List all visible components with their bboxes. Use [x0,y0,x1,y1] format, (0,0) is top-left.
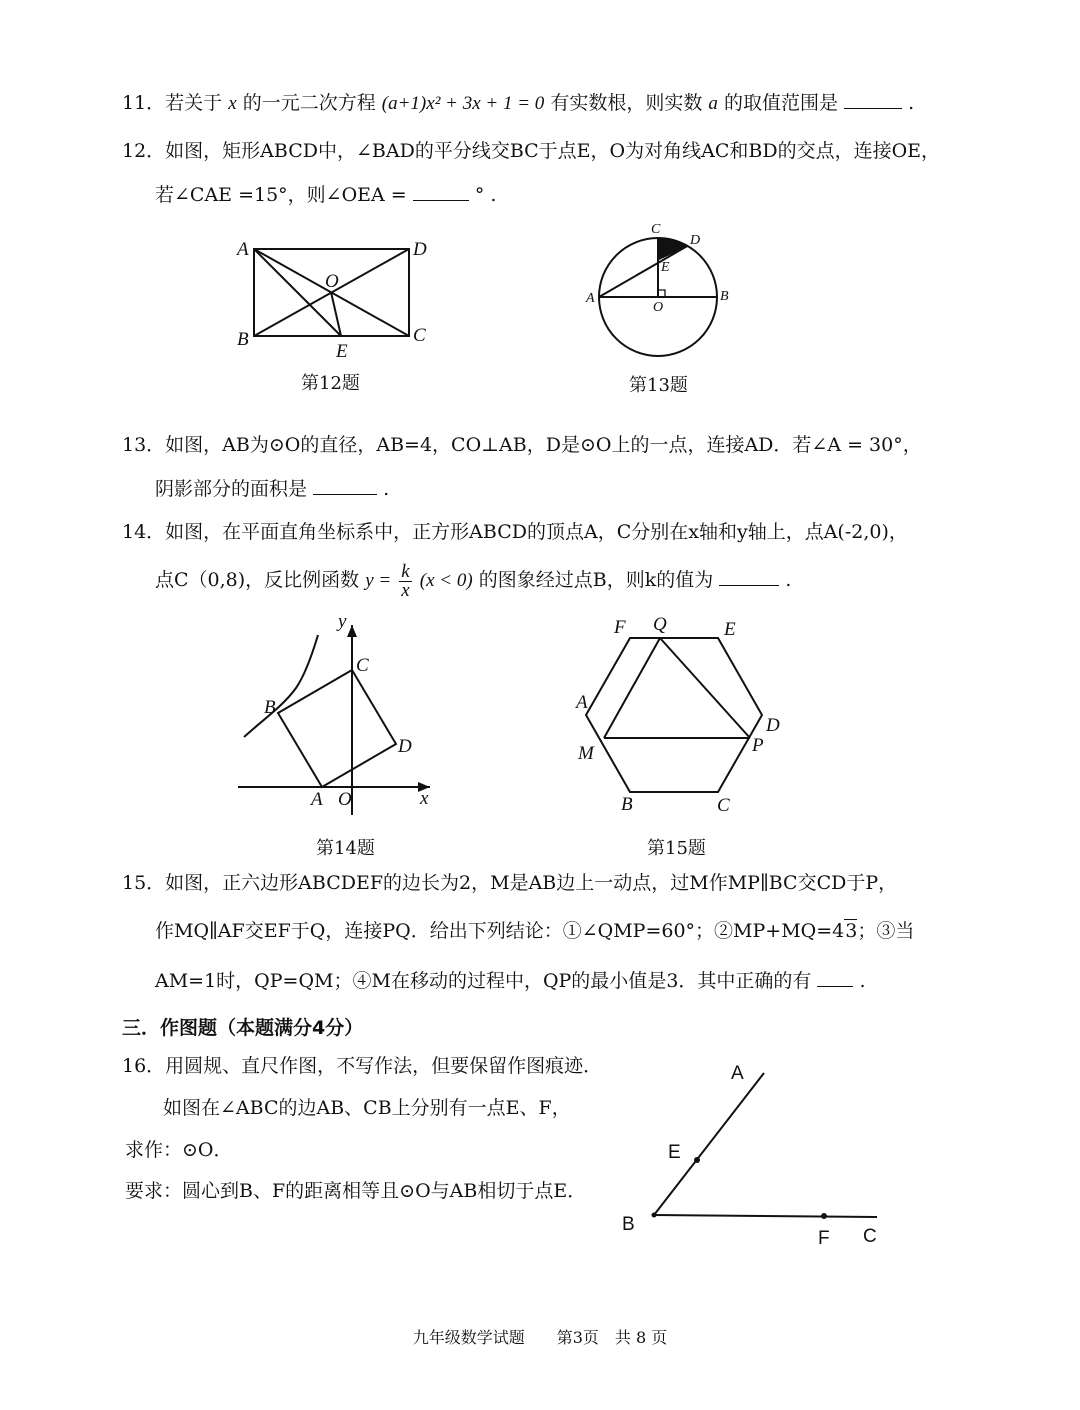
fig15-label-f: F [614,617,626,638]
q14-condition: (x < 0) [419,570,473,591]
fig15-label-d: D [766,715,780,736]
fig16-label-b: B [622,1214,635,1235]
page-footer: 九年级数学试题 第3页 共 8 页 [412,1328,668,1347]
fig12-label-d: D [413,239,427,260]
fig16-label-a: A [731,1063,744,1084]
fig14-label-c: C [356,655,369,676]
question-16-line4: 要求：圆心到B、F的距离相等且⊙O与AB相切于点E． [125,1180,587,1202]
fig15-label-p: P [752,735,764,756]
fig13-label-d: D [690,233,701,248]
fig14-label-b: B [264,697,276,718]
q11-after: 有实数根，则实数 [550,92,703,114]
question-12-line1: 12．如图，矩形ABCD中，∠BAD的平分线交BC于点E，O为对角线AC和BD的交点，连接OE， [122,140,941,162]
q11-lead: 11．若关于 [122,92,223,114]
q11-tail: 的取值范围是 [723,92,838,114]
fig16-label-f: F [818,1228,830,1249]
fig12-label-a: A [237,239,249,260]
fig13-label-c: C [651,222,661,237]
question-16-line3: 求作：⊙O． [125,1139,233,1161]
section-3-title: 三．作图题（本题满分4分） [122,1017,364,1039]
q11-end: . [908,92,915,114]
q14-y-equals: y = [365,570,392,591]
fig16-point-b [652,1213,657,1218]
q14-text-b: 的图象经过点B，则k的值为 [478,569,714,591]
fig13-label-b: B [720,289,729,304]
q14-numerator: k [401,560,410,582]
fig16-point-f [821,1213,827,1219]
q15-sqrt: 3 [845,920,858,942]
q15-text-c: AM=1时，QP=QM；④M在移动的过程中，QP的最小值是3．其中正确的有 [155,970,812,992]
q11-var-a: a [708,93,718,114]
q11-equation: (a+1)x² + 3x + 1 = 0 [381,93,545,114]
question-16-line1: 16．用圆规、直尺作图，不写作法，但要保留作图痕迹． [122,1055,603,1077]
fig13-label-o: O [653,300,664,315]
q13-end: . [383,478,390,500]
q14-end: . [785,569,792,591]
fig12-label-o: O [325,271,339,292]
fig16-label-c: C [863,1226,877,1247]
fig12-caption: 第12题 [301,373,360,394]
q12-degree: ° . [474,184,497,206]
fig16-ray-bc [654,1215,877,1217]
fig14-label-a: A [311,789,323,810]
fig15-label-c: C [717,795,730,816]
fig12-label-e: E [336,341,348,362]
q15-end: . [859,970,866,992]
fig15-label-q: Q [653,614,667,635]
q15-text-a: 作MQ∥AF交EF于Q，连接PQ．给出下列结论：①∠QMP=60°；②MP+MQ=4 [155,920,845,942]
fig14-label-o: O [338,789,352,810]
fig13-label-e: E [661,260,670,275]
question-16-line2: 如图在∠ABC的边AB、CB上分别有一点E、F， [163,1097,571,1119]
q11-var-x: x [228,93,237,114]
fig15-label-m: M [578,743,594,764]
q13-text: 阴影部分的面积是 [155,478,308,500]
fig14-label-d: D [398,736,412,757]
fig15-caption: 第15题 [647,838,706,859]
q14-text-a: 点C（0,8)，反比例函数 [155,569,360,591]
q15-text-b: ；③当 [857,920,915,942]
question-14-line1: 14．如图，在平面直角坐标系中，正方形ABCD的顶点A，C分别在x轴和y轴上，点A(-2,0)， [122,521,908,543]
fig14-label-x: x [420,788,429,809]
fig14-label-y: y [338,611,347,632]
fig15-label-a: A [576,692,588,713]
fig13-caption: 第13题 [629,375,688,396]
fig16-label-e: E [668,1142,681,1163]
fig15-label-b: B [621,794,633,815]
question-13-line1: 13．如图，AB为⊙O的直径，AB=4，CO⊥AB，D是⊙O上的一点，连接AD．若∠A = 30°， [122,434,922,456]
q11-mid: 的一元二次方程 [242,92,376,114]
q14-denominator: x [401,579,410,601]
fig12-label-b: B [237,329,249,350]
fig15-label-e: E [724,619,736,640]
fig14-caption: 第14题 [316,838,375,859]
fig16-point-e [694,1157,700,1163]
question-15-line1: 15．如图，正六边形ABCDEF的边长为2，M是AB边上一动点，过M作MP∥BC交CD于P， [122,872,898,894]
q12-text: 若∠CAE =15°，则∠OEA = [155,184,407,206]
fig13-label-a: A [586,291,595,306]
fig12-label-c: C [413,325,426,346]
